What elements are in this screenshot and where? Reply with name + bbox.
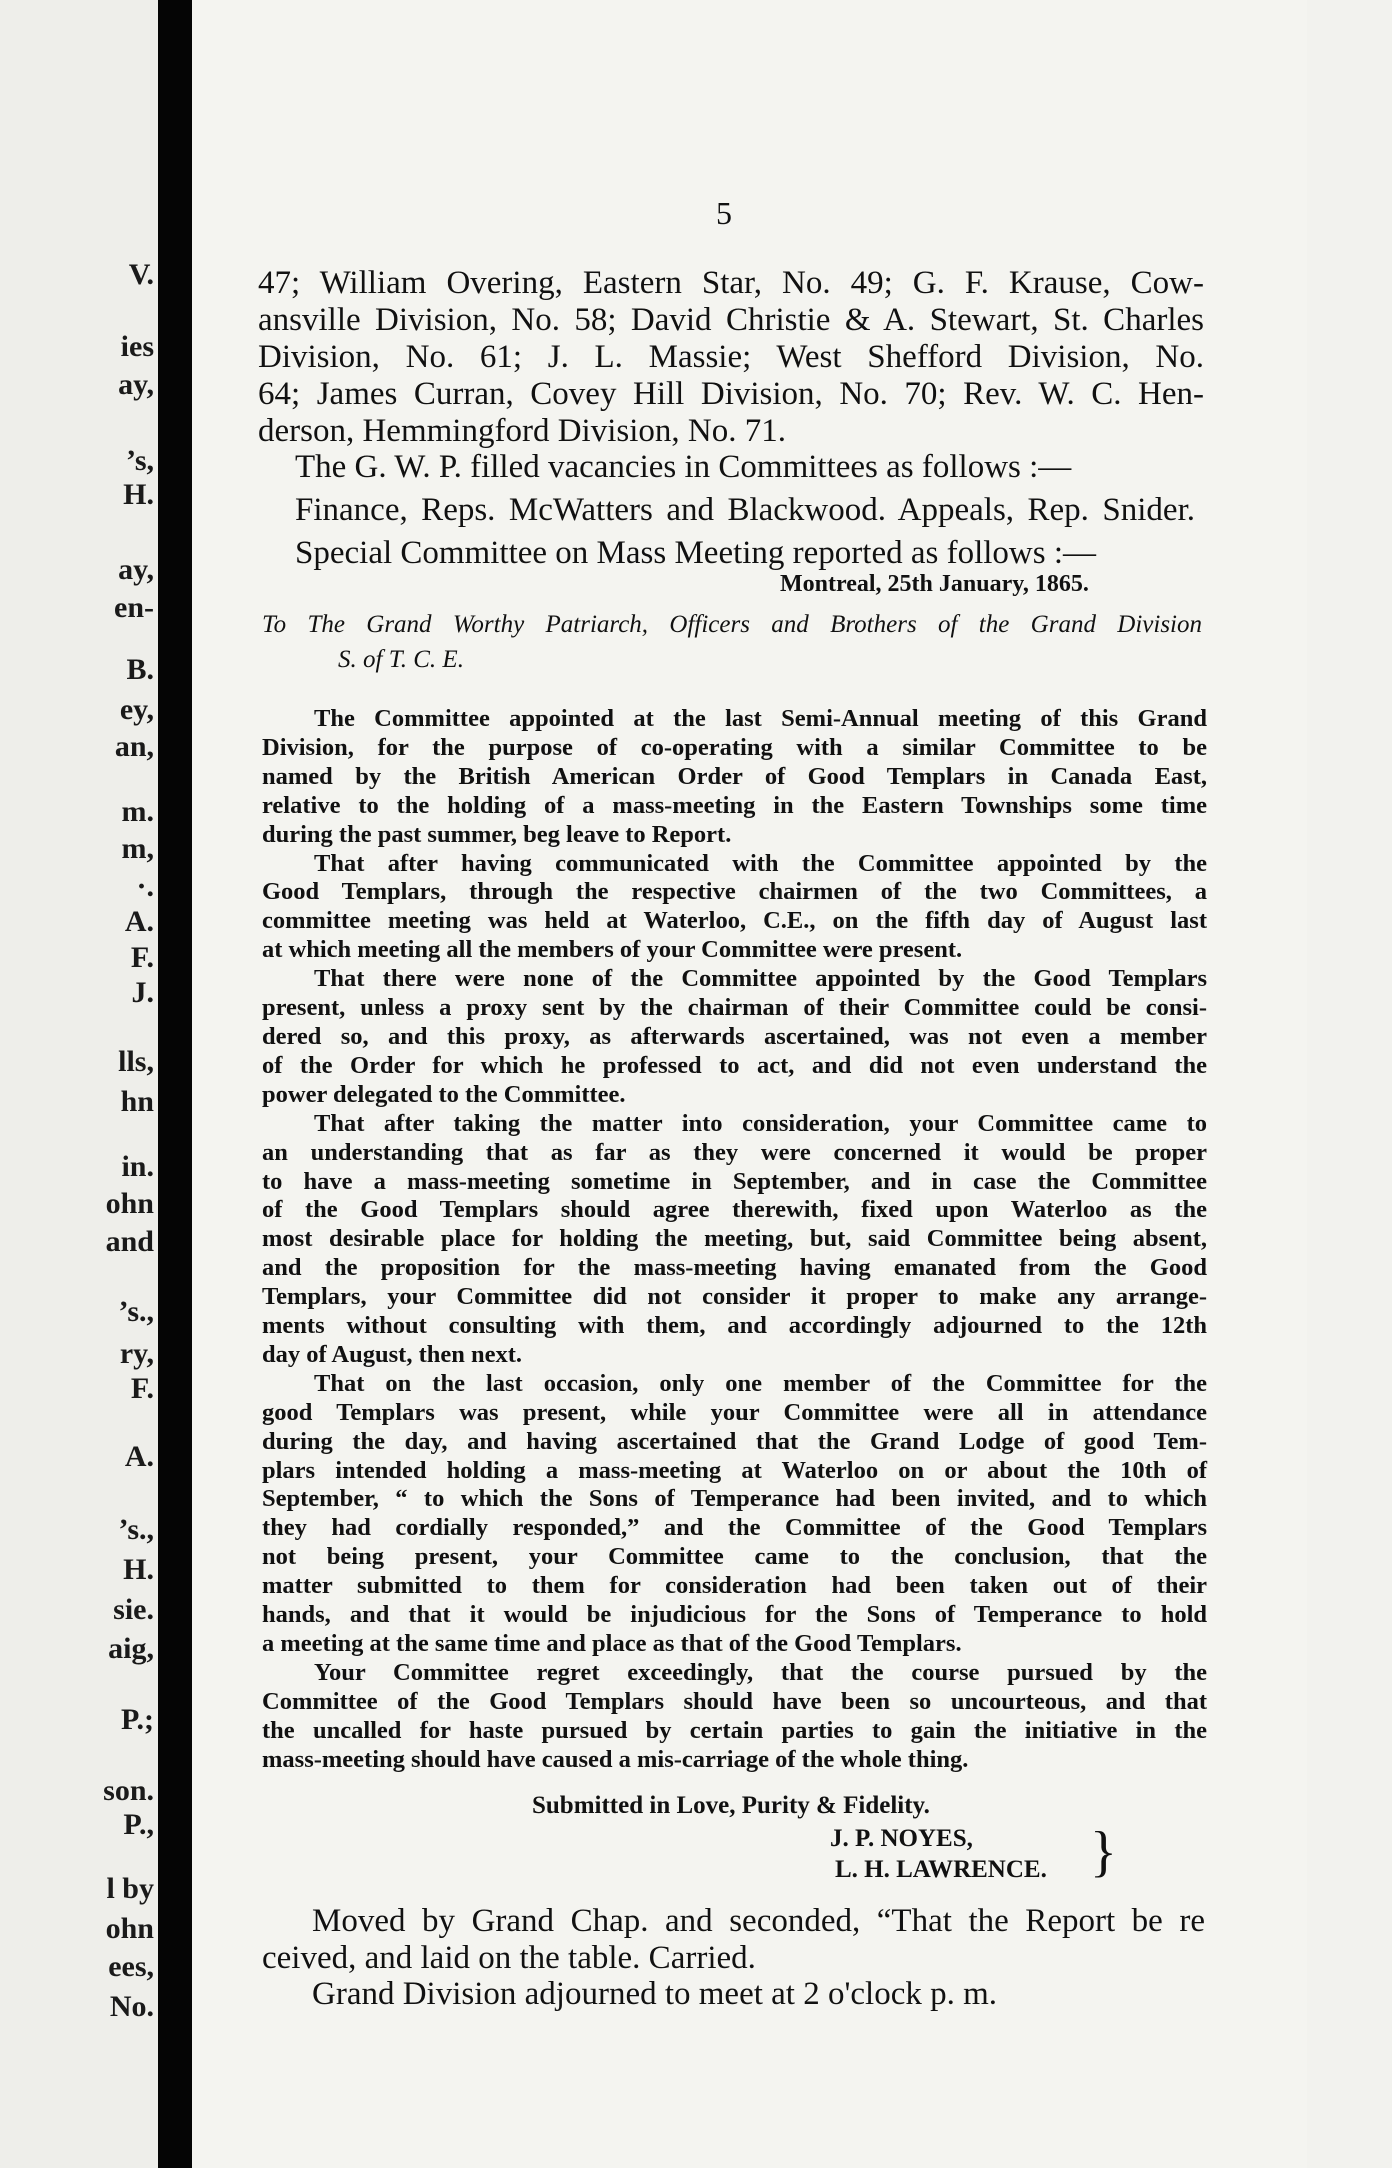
report-line: not being present, your Committee came to the conclusion, that the <box>262 1543 1207 1571</box>
gwp-line: The G. W. P. filled vacancies in Committees as follows :— <box>295 449 1072 485</box>
intro-line: Division, No. 61; J. L. Massie; West Shefford Division, No. <box>258 339 1204 375</box>
left-page-fragment-text: P.; <box>120 1703 154 1736</box>
left-page-fragment-text: ey, <box>119 693 154 726</box>
report-line: present, unless a proxy sent by the chairman of their Committee could be consi- <box>262 994 1207 1022</box>
submitted-line: Submitted in Love, Purity & Fidelity. <box>532 1792 930 1819</box>
left-page-fragment <box>0 0 158 2168</box>
intro-line: ansville Division, No. 58; David Christie & A. Stewart, St. Charles <box>258 302 1204 338</box>
left-page-fragment-text: F. <box>130 1372 154 1405</box>
report-line: matter submitted to them for consideration had been taken out of their <box>262 1572 1207 1600</box>
report-line: That after taking the matter into consideration, your Committee came to <box>314 1109 1207 1137</box>
left-page-fragment-text: F. <box>130 941 154 974</box>
left-page-fragment-text: ohn <box>105 1912 154 1945</box>
report-line: That after having communicated with the Committee appointed by the <box>314 849 1207 877</box>
left-page-fragment-text: A. <box>124 1440 154 1473</box>
page-gutter <box>158 0 192 2168</box>
right-margin <box>1307 0 1392 2168</box>
report-line: dered so, and this proxy, as afterwards ascertained, was not even a member <box>262 1022 1207 1050</box>
left-page-fragment-text: aig, <box>108 1632 154 1665</box>
special-committee-line: Special Committee on Mass Meeting reported as follows :— <box>295 535 1097 571</box>
left-page-fragment-text: en- <box>114 591 154 624</box>
left-page-fragment-text: in. <box>121 1150 154 1183</box>
report-line: of the Good Templars should agree therewith, fixed upon Waterloo as the <box>262 1196 1207 1224</box>
report-line: committee meeting was held at Waterloo, C.E., on the fifth day of August last <box>262 907 1207 935</box>
report-line: The Committee appointed at the last Semi-Annual meeting of this Grand <box>314 705 1207 732</box>
report-line: power delegated to the Committee. <box>262 1080 626 1108</box>
report-line: during the past summer, beg leave to Report. <box>262 820 732 848</box>
left-page-fragment-text: an, <box>114 730 154 763</box>
report-line: good Templars was present, while your Committee were all in attendance <box>262 1398 1207 1426</box>
signature-brace: } <box>1090 1821 1117 1883</box>
left-page-fragment-text: ees, <box>108 1950 154 1983</box>
left-page-fragment-text: ies <box>120 330 154 363</box>
left-page-fragment-text: J. <box>131 976 154 1009</box>
intro-line: 47; William Overing, Eastern Star, No. 49; G. F. Krause, Cow- <box>258 265 1204 301</box>
left-page-fragment-text: ’s, <box>125 444 154 477</box>
left-page-fragment-text: P., <box>123 1808 154 1841</box>
left-page-fragment-text: H. <box>123 1553 154 1586</box>
report-line: hands, and that it would be injudicious for the Sons of Temperance to hold <box>262 1601 1207 1629</box>
report-line: Division, for the purpose of co-operating with a similar Committee to be <box>262 733 1207 761</box>
intro-line: derson, Hemmingford Division, No. 71. <box>258 413 786 449</box>
left-page-fragment-text: V. <box>128 258 154 291</box>
report-line: Good Templars, through the respective chairmen of the two Committees, a <box>262 878 1207 906</box>
report-line: they had cordially responded,” and the Committee of the Good Templars <box>262 1514 1207 1542</box>
dateline: Montreal, 25th January, 1865. <box>780 571 1089 597</box>
report-line: at which meeting all the members of your Committee were present. <box>262 936 963 964</box>
address-line: S. of T. C. E. <box>338 646 464 673</box>
intro-paragraph <box>258 265 1204 450</box>
report-line: That there were none of the Committee appointed by the Good Templars <box>314 965 1207 993</box>
left-page-fragment-text: ry, <box>119 1337 154 1370</box>
report-line: ments without consulting with them, and accordingly adjourned to the 12th <box>262 1312 1207 1340</box>
adjourned-line: Grand Division adjourned to meet at 2 o'clock p. m. <box>312 1976 998 2012</box>
committee-report <box>262 705 1207 1775</box>
left-page-fragment-text: ’s., <box>118 1513 154 1546</box>
report-line: to have a mass-meeting sometime in September, and in case the Committee <box>262 1167 1207 1195</box>
left-page-fragment-text: No. <box>109 1990 154 2023</box>
left-page-fragment-text: A. <box>124 905 154 938</box>
report-line: during the day, and having ascertained that the Grand Lodge of good Tem- <box>262 1427 1207 1455</box>
report-line: an understanding that as far as they were concerned it would be proper <box>262 1138 1207 1166</box>
report-line: Committee of the Good Templars should have been so uncourteous, and that <box>262 1687 1207 1715</box>
report-line: mass-meeting should have caused a mis-carriage of the whole thing. <box>262 1745 969 1773</box>
left-page-fragment-text: ·. <box>136 870 154 903</box>
intro-line: 64; James Curran, Covey Hill Division, No. 70; Rev. W. C. Hen- <box>258 376 1204 412</box>
report-line: That on the last occasion, only one member of the Committee for the <box>314 1369 1207 1397</box>
report-line: relative to the holding of a mass-meeting in the Eastern Townships some time <box>262 791 1207 819</box>
left-page-fragment-text: H. <box>123 478 154 511</box>
page-number: 5 <box>716 195 732 231</box>
left-page-fragment-text: ohn <box>105 1187 154 1220</box>
report-line: most desirable place for holding the meeting, but, said Committee being absent, <box>262 1225 1207 1253</box>
report-line: Templars, your Committee did not consider it proper to make any arrange- <box>262 1283 1207 1311</box>
left-page-fragment-text: son. <box>103 1774 154 1807</box>
left-page-fragment-text: hn <box>120 1085 154 1118</box>
left-page-fragment-text: m, <box>121 832 154 865</box>
address-line: To The Grand Worthy Patriarch, Officers and Brothers of the Grand Division <box>262 611 1202 638</box>
report-line: plars intended holding a mass-meeting at Waterloo on or about the 10th of <box>262 1456 1207 1484</box>
report-line: of the Order for which he professed to act, and did not even understand the <box>262 1051 1207 1079</box>
left-page-fragment-text: ay, <box>118 368 154 401</box>
signatory: L. H. LAWRENCE. <box>835 1856 1047 1883</box>
left-page-fragment-text: ay, <box>118 553 154 586</box>
left-page-fragment-text: ’s., <box>118 1295 154 1328</box>
report-line: Your Committee regret exceedingly, that the course pursued by the <box>314 1658 1207 1686</box>
left-page-fragment-text: m. <box>121 795 154 828</box>
report-line: September, “ to which the Sons of Temperance had been invited, and to which <box>262 1485 1207 1513</box>
left-page-fragment-text: and <box>105 1225 154 1258</box>
report-line: and the proposition for the mass-meeting having emanated from the Good <box>262 1254 1207 1282</box>
moved-line: Moved by Grand Chap. and seconded, “That the Report be re <box>312 1903 1205 1939</box>
moved-line: ceived, and laid on the table. Carried. <box>262 1940 756 1976</box>
report-line: named by the British American Order of Good Templars in Canada East, <box>262 762 1207 790</box>
report-line: a meeting at the same time and place as that of the Good Templars. <box>262 1630 962 1657</box>
left-page-fragment-text: lls, <box>118 1045 154 1078</box>
left-page-fragment-text: B. <box>126 653 154 686</box>
left-page-fragment-text: sie. <box>113 1593 154 1626</box>
signatory: J. P. NOYES, <box>830 1825 973 1852</box>
report-line: day of August, then next. <box>262 1340 523 1368</box>
finance-line: Finance, Reps. McWatters and Blackwood. Appeals, Rep. Snider. <box>295 492 1195 528</box>
left-page-fragment-text: l by <box>106 1872 154 1905</box>
report-line: the uncalled for haste pursued by certain parties to gain the initiative in the <box>262 1716 1207 1744</box>
